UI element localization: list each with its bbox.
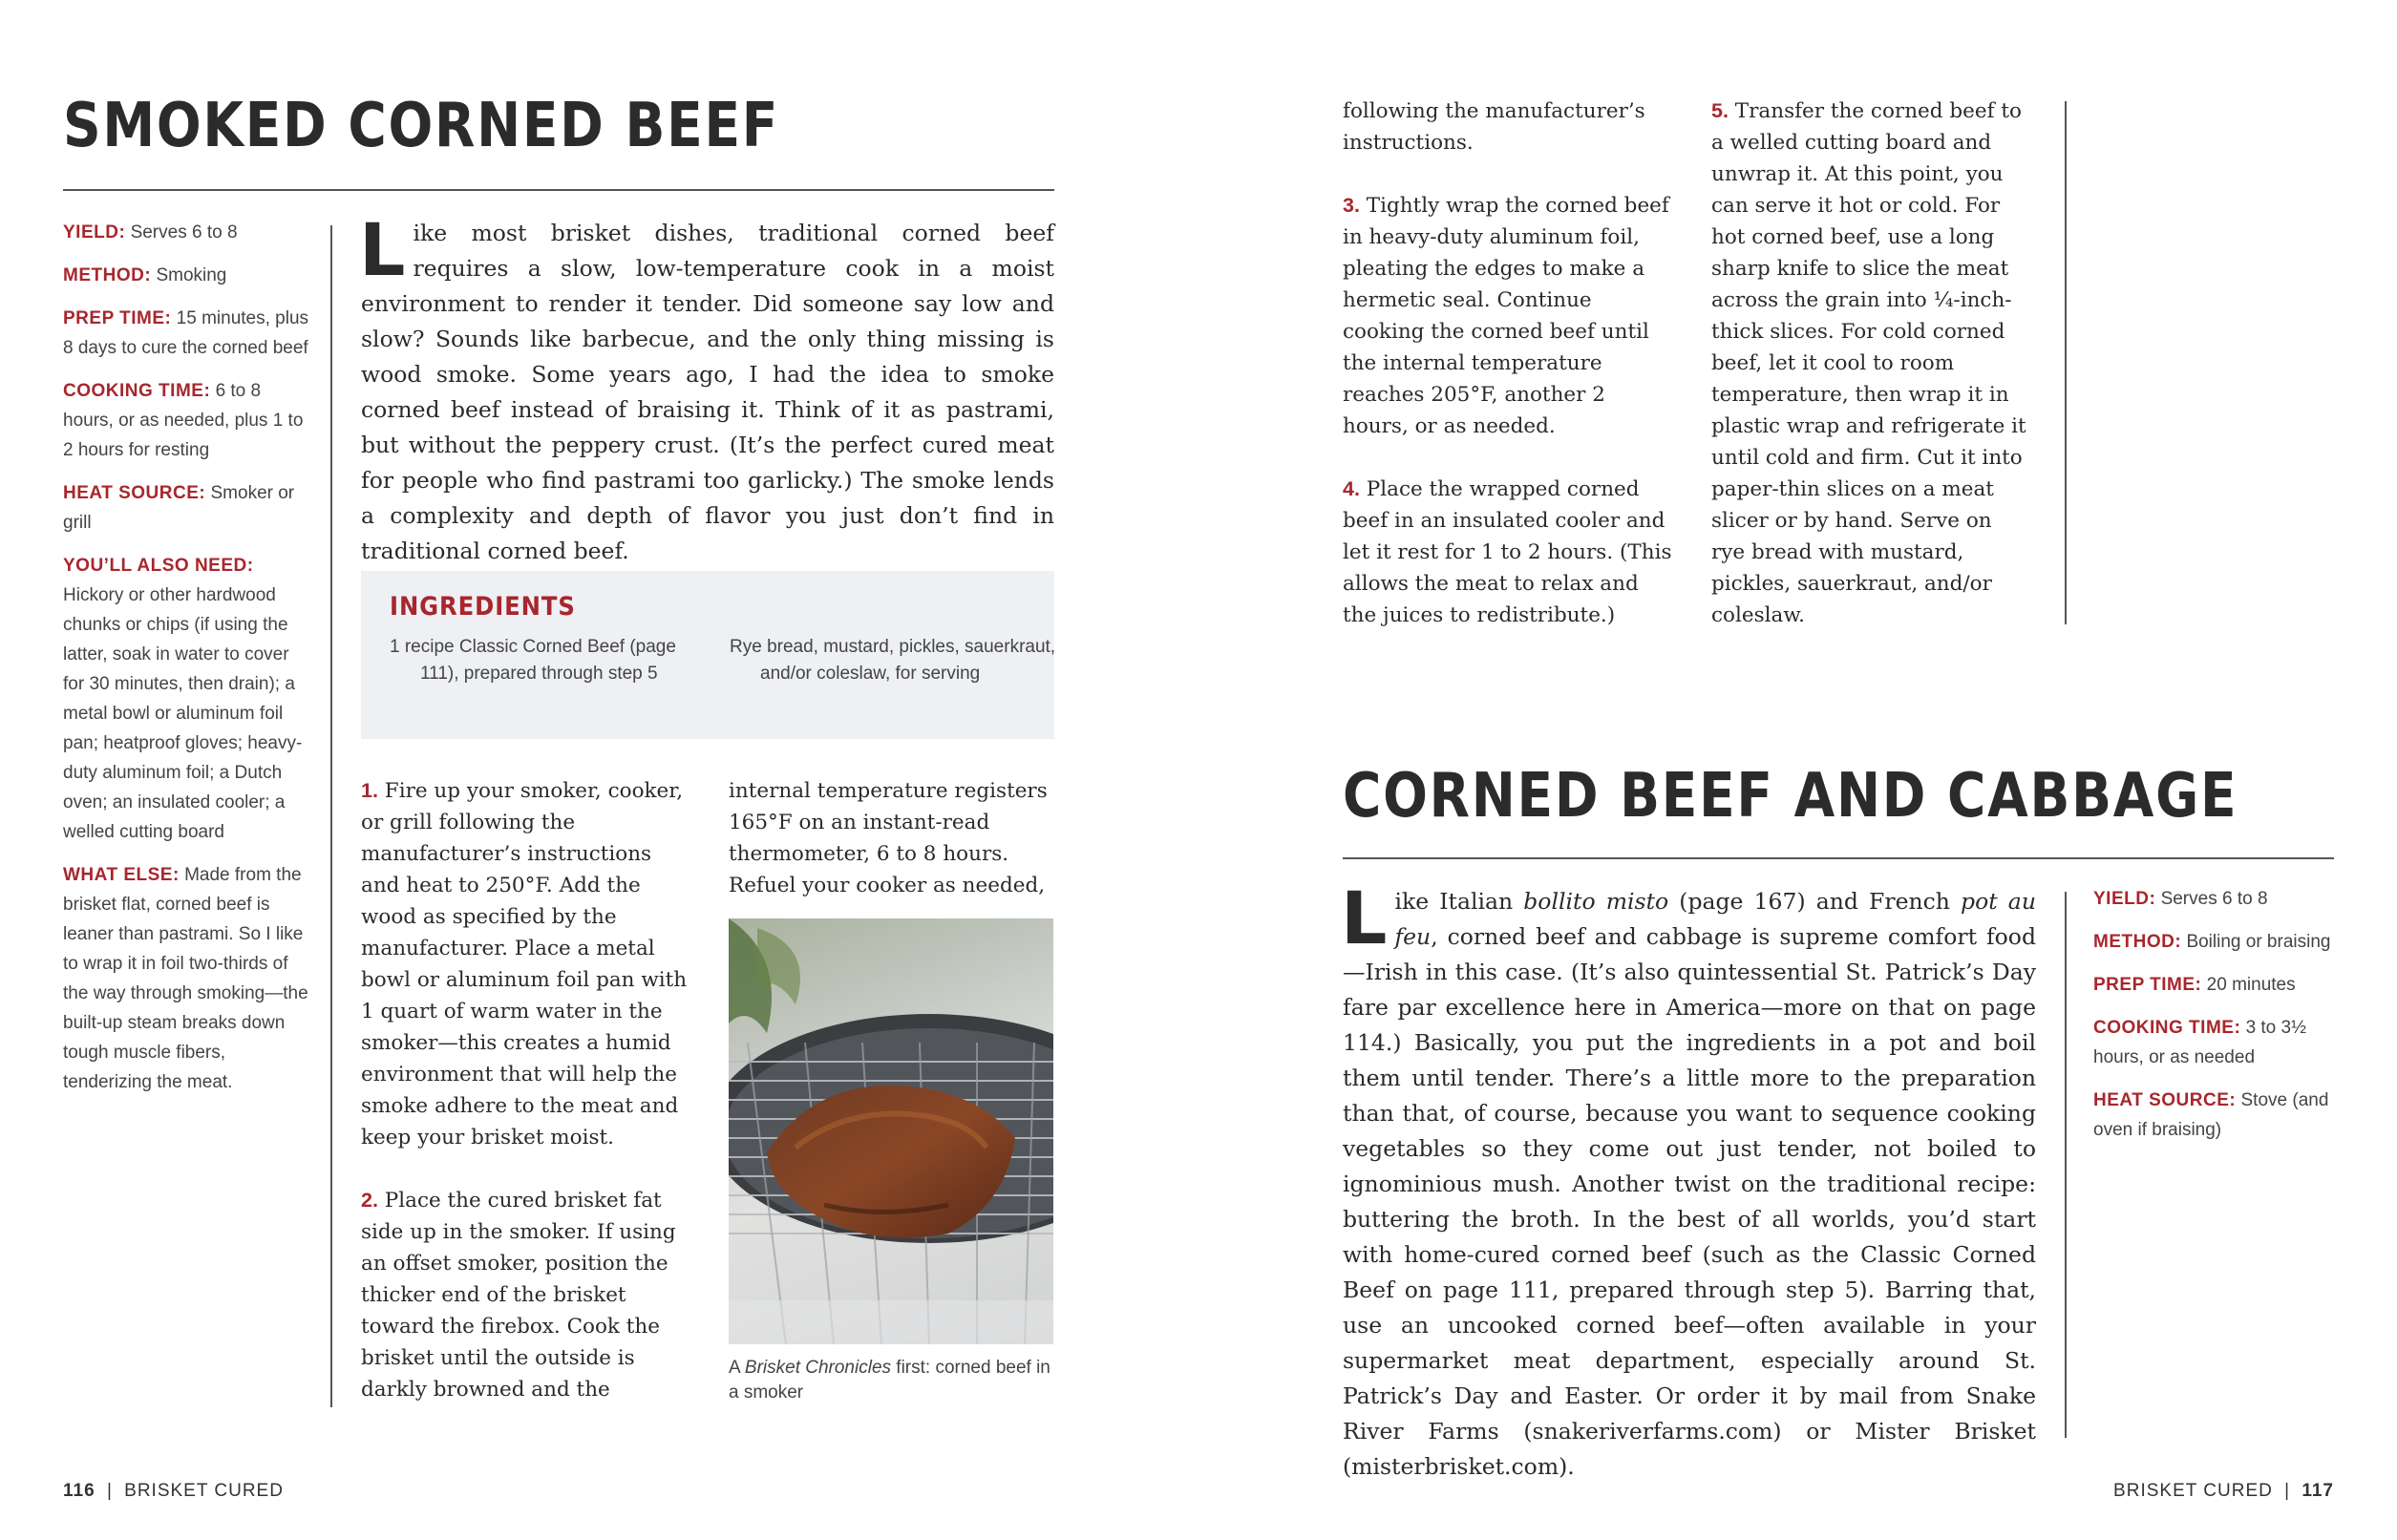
sidebar-divider [330,225,332,1407]
method-column-3 [1343,95,1677,663]
info-also-need [63,551,313,847]
recipe-intro [1341,875,2036,1485]
info-heat-source [63,478,313,538]
step-number: 3. [1343,194,1360,217]
intro-dish-name: bollito misto [1523,888,1669,915]
smoker-grill-illustration [729,918,1053,1344]
info-method [2093,927,2338,957]
info-value: 15 minutes, plus 8 days to cure the corned beef [63,308,309,358]
info-value: 3 to 3½ hours, or as needed [2093,1018,2306,1067]
info-method [63,261,313,290]
photo-caption [729,1356,1053,1405]
info-yield [63,218,313,247]
step-5 [1711,95,2026,631]
caption-text: A [729,1358,745,1378]
step-number: 2. [361,1189,378,1212]
title-rule [63,189,1054,191]
info-value: Serves 6 to 8 [130,222,238,243]
info-label: COOKING TIME: [63,381,211,401]
ingredients-heading: INGREDIENTS [390,592,576,622]
info-what-else [63,860,313,1097]
page-number: 117 [2302,1481,2334,1501]
recipe-info-sidebar [2093,884,2338,1158]
info-label: COOKING TIME: [2093,1018,2241,1038]
info-value: Made from the brisket flat, corned beef is leaner than pastrami. So I like to wrap it in foil two-thirds of the way through smoking—the built-up steam breaks down tough muscle fibers, tenderizing the meat. [63,865,308,1092]
info-cooking-time [2093,1013,2338,1072]
recipe-title-corned-beef-and-cabbage: CORNED BEEF AND CABBAGE [1343,761,2238,832]
info-label: HEAT SOURCE: [2093,1090,2237,1110]
info-label: PREP TIME: [63,308,172,328]
footer-separator: | [106,1481,113,1501]
sidebar-divider [2065,892,2067,1438]
method-column-2 [729,775,1058,901]
info-value: Boiling or braising [2186,932,2331,952]
drop-cap: L [1341,875,1388,960]
info-value: 20 minutes [2206,975,2296,995]
info-label: HEAT SOURCE: [63,483,206,503]
step-number: 1. [361,779,378,802]
intro-text: ike most brisket dishes, traditional corned beef requires a slow, low-temperature cook in a moist environment to render it tender. Did someone say low and slow? Sounds like barbecue, and the only thing missing is wood smoke. Some years ago, I had the idea to smoke corned beef instead of braising it. Think of it as pastrami, but without the peppery crust. (It’s the perfect cured meat for people who find pastrami too garlicky.) The smoke lends a complexity and depth of flavor you just don’t find in traditional corned beef. [361,220,1054,564]
info-value: 6 to 8 hours, or as needed, plus 1 to 2 hours for resting [63,381,304,460]
info-label: YOU’LL ALSO NEED: [63,556,254,576]
step-text: Fire up your smoker, cooker, or grill following the manufacturer’s instructions and heat to 250°F. Add the wood as specified by the manufacturer. Place a metal bowl or aluminum foil pan with 1 quart of warm water in the smoker—this creates a humid environment that will help the smoke adhere to the meat and keep your brisket moist. [361,779,688,1150]
column-divider [2065,101,2067,624]
intro-dish-name: pot au feu [1394,888,2036,950]
method-column-4 [1711,95,2026,631]
info-prep-time [63,304,313,363]
recipe-title-smoked-corned-beef: SMOKED CORNED BEEF [63,91,780,161]
right-page-footer [2113,1481,2334,1502]
step-number: 4. [1343,477,1360,500]
section-name: BRISKET CURED [124,1481,284,1501]
corned-beef-photo [729,918,1053,1344]
info-heat-source [2093,1086,2338,1145]
intro-text: , corned beef and cabbage is supreme comfort food—Irish in this case. (It’s also quintessential St. Patrick’s Day fare par excellence here in America—more on that on page 114.) Basically, you put the ingredients in a pot and boil them until tender. There’s a little more to the preparation than that, of course, because you want to sequence cooking vegetables so they come out just tender, not boiled to ignominious mush. Another twist on the traditional recipe: buttering the broth. In the best of all worlds, you’d start with home-cured corned beef (such as the Classic Corned Beef on page 111, prepared through step 5). Barring that, use an uncooked corned beef—often available in your supermarket meat department, especially around St. Patrick’s Day and Easter. Or order it by mail from Snake River Farms (snakeriverfarms.com) or Mister Brisket (misterbrisket.com). [1343,923,2036,1480]
footer-separator: | [2284,1481,2291,1501]
section-name: BRISKET CURED [2113,1481,2273,1501]
info-yield [2093,884,2338,914]
step-2 [361,1185,693,1405]
step-3 [1343,190,1677,442]
step-4 [1343,474,1677,631]
info-prep-time [2093,970,2338,1000]
recipe-info-sidebar [63,218,313,1110]
info-cooking-time [63,376,313,465]
page-number: 116 [63,1481,95,1501]
step-text: Tightly wrap the corned beef in heavy-duty aluminum foil, pleating the edges to make a hermetic seal. Continue cooking the corned beef until the internal temperature reaches 205°F, another 2 hours, or as needed. [1343,194,1669,438]
info-value: Hickory or other hardwood chunks or chips (if using the latter, soak in water to cover for 30 minutes, then drain); a metal bowl or aluminum foil pan; heatproof gloves; heavy-duty aluminum foil; a Dutch oven; an insulated cooler; a welled cutting board [63,585,303,842]
title-rule [1343,857,2334,859]
method-column-1 [361,775,693,1437]
info-label: YIELD: [63,222,126,243]
step-2-continued: internal temperature registers 165°F on an instant-read thermometer, 6 to 8 hours. Refuel your cooker as needed, [729,779,1048,897]
step-text: Place the wrapped corned beef in an insulated cooler and let it rest for 1 to 2 hours. (This allows the meat to relax and the juices to redistribute.) [1343,477,1672,627]
intro-text: (page 167) and French [1668,888,1962,915]
step-1 [361,775,693,1153]
info-label: METHOD: [63,265,152,285]
step-2-end: following the manufacturer’s instructions. [1343,99,1645,155]
intro-text: ike Italian [1394,888,1524,915]
ingredient-item: 1 recipe Classic Corned Beef (page 111), prepared through step 5 [390,637,676,684]
info-value: Smoking [156,265,227,285]
info-label: WHAT ELSE: [63,865,180,885]
step-text: Place the cured brisket fat side up in the smoker. If using an offset smoker, position the thicker end of the brisket toward the firebox. Cook the brisket until the outside is darkly browned and the [361,1189,676,1402]
info-label: YIELD: [2093,889,2156,909]
left-page-footer [63,1481,284,1502]
ingredients-box [361,571,1054,739]
info-label: METHOD: [2093,932,2182,952]
info-value: Stove (and oven if braising) [2093,1090,2329,1140]
info-label: PREP TIME: [2093,975,2202,995]
info-value: Smoker or grill [63,483,295,533]
ingredient-item: Rye bread, mustard, pickles, sauerkraut, and/or coleslaw, for serving [730,637,1056,684]
step-text: Transfer the corned beef to a welled cutting board and unwrap it. At this point, you can serve it hot or cold. For hot corned beef, use a long sharp knife to slice the meat across the grain into ¼-inch-thick slices. For cold corned beef, let it cool to room temperature, then wrap it in plastic wrap and refrigerate it until cold and firm. Cut it into paper-thin slices on a meat slicer or by hand. Serve on rye bread with mustard, pickles, sauerkraut, and/or coleslaw. [1711,99,2026,627]
caption-text: first: corned beef in a smoker [729,1358,1050,1403]
caption-book-title: Brisket Chronicles [744,1358,892,1378]
drop-cap: L [359,207,406,292]
info-value: Serves 6 to 8 [2160,889,2268,909]
step-number: 5. [1711,99,1729,122]
recipe-intro [359,207,1054,569]
